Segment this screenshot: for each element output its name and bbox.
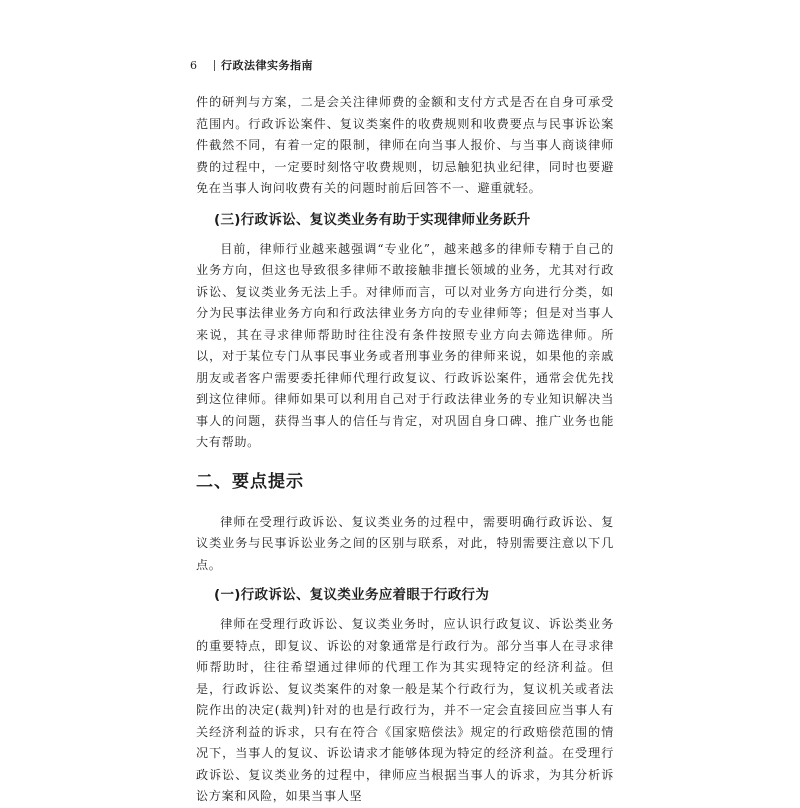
paragraph-key-points-intro: 律师在受理行政诉讼、复议类业务的过程中，需要明确行政诉讼、复议类业务与民事诉讼业务之间的区别与联系，对此，特别需要注意以下几点。	[196, 514, 614, 572]
paragraph-fee-continuation: 件的研判与方案，二是会关注律师费的金额和支付方式是否在自身可承受范围内。行政诉讼案件、复议类案件的收费规则和收费要点与民事诉讼案件截然不同，有着一定的限制，律师在向当事人报价、与当事人商谈律师费的过程中，一定要时刻恪守收费规则，切忌触犯执业纪律，同时也要避免在当事人询问收费有关的问题时前后回答不一、避重就轻。	[196, 95, 614, 195]
book-title: 行政法律实务指南	[221, 59, 313, 72]
section-heading-key-points: 二、要点提示	[196, 471, 304, 492]
page-number: 6	[190, 58, 198, 72]
running-header	[190, 57, 313, 73]
header-divider	[214, 60, 215, 71]
subheading-business-upgrade: (三)行政诉讼、复议类业务有助于实现律师业务跃升	[214, 211, 531, 228]
page-body	[196, 92, 614, 808]
paragraph-administrative-act: 律师在受理行政诉讼、复议类业务时，应认识行政复议、诉讼类业务的重要特点，即复议、诉讼的对象通常是行政行为。部分当事人在寻求律师帮助时，往往希望通过律师的代理工作为其实现特定的经济利益。但是，行政诉讼、复议类案件的对象一般是某个行政行为，复议机关或者法院作出的决定(裁判)针对的也是行政行为，并不一定会直接回应当事人有关经济利益的诉求，只有在符合《国家赔偿法》规定的行政赔偿范围的情况下，当事人的复议、诉讼请求才能够体现为特定的经济利益。在受理行政诉讼、复议类业务的过程中，律师应当根据当事人的诉求，为其分析诉讼方案和风险，如果当事人坚	[196, 617, 614, 803]
subheading-administrative-act: (一)行政诉讼、复议类业务应着眼于行政行为	[214, 587, 490, 603]
paragraph-specialization: 目前，律师行业越来越强调“专业化”，越来越多的律师专精于自己的业务方向，但这也导致很多律师不敢接触非擅长领域的业务，尤其对行政诉讼、复议类业务无法上手。对律师而言，可以对业务方向进行分类，如分为民事法律业务方向和行政法律业务方向的专业律师等；但是对当事人来说，其在寻求律师帮助时往往没有条件按照专业方向去筛选律师。所以，对于某位专门从事民事业务或者刑事业务的律师来说，如果他的亲戚朋友或者客户需要委托律师代理行政复议、行政诉讼案件，通常会优先找到这位律师。律师如果可以利用自己对于行政法律业务的专业知识解决当事人的问题，获得当事人的信任与肯定，对巩固自身口碑、推广业务也能大有帮助。	[196, 241, 614, 449]
